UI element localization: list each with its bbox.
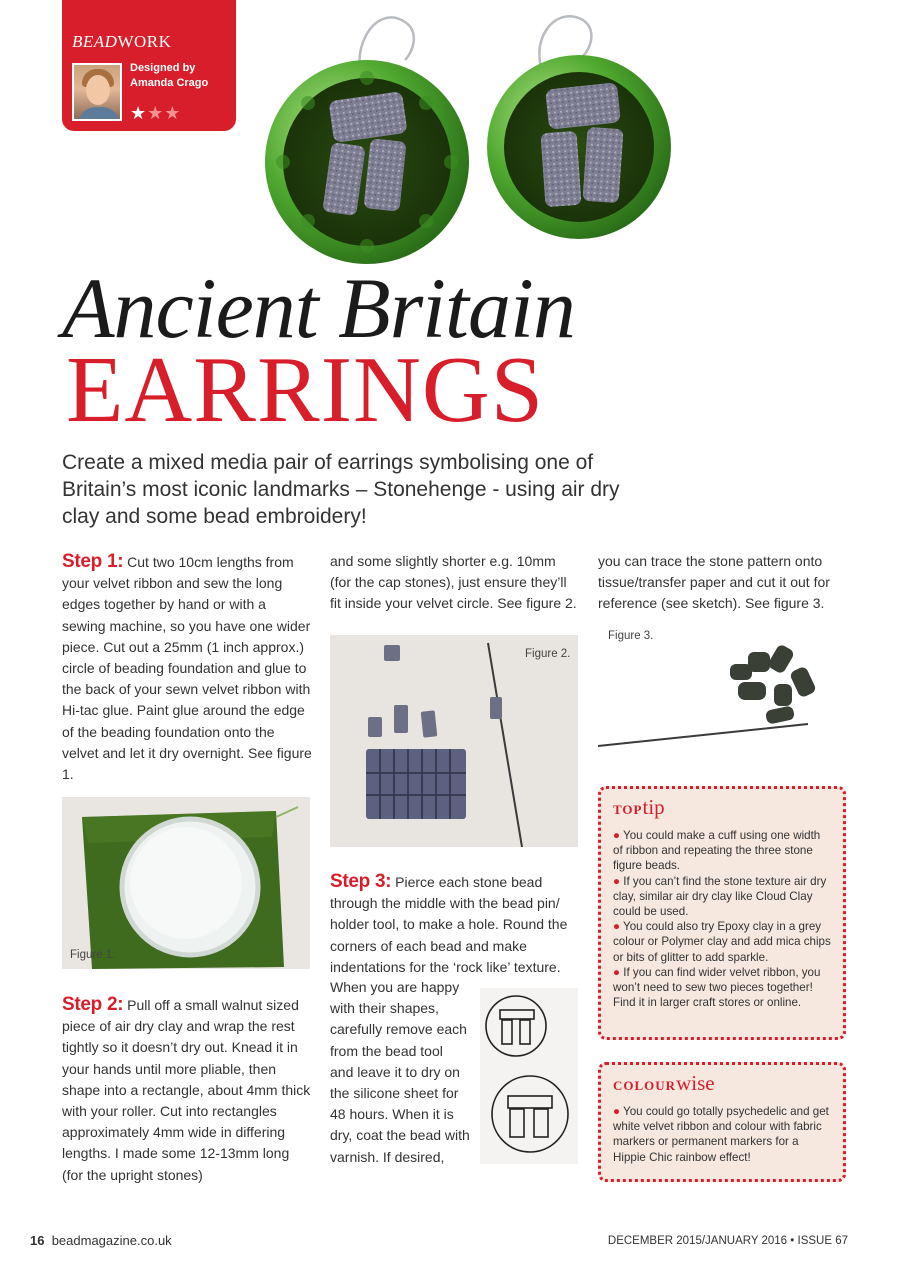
tip-item-text: If you can find wider velvet ribbon, you won’t need to sew two pieces together! Find it in larger craft stores or online. [613, 965, 821, 1010]
designer-photo [72, 63, 122, 121]
designer-credit [130, 61, 208, 91]
page-number: 16 [30, 1233, 45, 1248]
tip-item: ● You could also try Epoxy clay in a grey colour or Polymer clay and add mica chips or bits of glitter to add sparkle. [613, 920, 831, 964]
footer-issue: DECEMBER 2015/JANUARY 2016 • ISSUE 67 [607, 1235, 848, 1247]
step-3-heading: Step 3: [330, 871, 392, 892]
hero-earrings-photo [235, 12, 715, 274]
top-tip-box [598, 786, 846, 1040]
tip-item-text: You could make a cuff using one width of ribbon and repeating the three stone figure beads. [613, 829, 821, 873]
intro-paragraph: Create a mixed media pair of earrings symbolising one of Britain’s most iconic landmarks – Stonehenge - using air dry clay and some bead embroidery! [62, 451, 620, 528]
colour-item: ● You could go totally psychedelic and get white velvet ribbon and colour with fabric markers or permanent markers for a Hippie Chic rainbow effect! [613, 1105, 829, 1164]
step-3-text: Pierce each stone bead through the middle with the bead pin/ holder tool, to make a hole. Round the corners of each bead and make indentations for the ‘rock like’ texture. [330, 874, 568, 975]
figure-1-photo [62, 797, 310, 969]
step-2-continued: and some slightly shorter e.g. 10mm (for the cap stones), just ensure they’ll fit inside your velvet circle. See figure 2. [330, 553, 577, 612]
tip-item: ● If you can’t find the stone texture air dry clay, similar air dry clay like Cloud Clay could be used. [613, 874, 827, 919]
colour-wise-title [613, 1071, 833, 1096]
stonehenge-sketch [480, 988, 578, 1164]
step-2 [62, 994, 312, 1186]
designer-name: Amanda Crago [130, 77, 209, 89]
section-label-italic: BEAD [72, 32, 118, 51]
designed-by-label: Designed by [130, 62, 196, 74]
tip-item-text: You could also try Epoxy clay in a grey colour or Polymer clay and add mica chips or bits of glitter to add sparkle. [613, 920, 831, 964]
colour-wise-title-big: wise [676, 1071, 715, 1095]
figure-3-photo [598, 642, 848, 752]
step-2-text: Pull off a small walnut sized piece of air dry clay and wrap the rest tightly so it doesn’t dry out. Knead it in your hands until more pliable, then shape into a rectangle, about 4mm thick with your roller. Cut into rectangles approximately 4mm wide in differing lengths. I made some 12-13mm long (for the upright stones) [62, 997, 311, 1183]
figure-1-caption: Figure 1. [70, 949, 116, 961]
section-label-rest: WORK [117, 32, 172, 51]
colour-item-text: You could go totally psychedelic and get white velvet ribbon and colour with fabric markers or permanent markers for a Hippie Chic rainbow effect! [613, 1105, 829, 1164]
step-3-continued: you can trace the stone pattern onto tissue/transfer paper and cut it out for reference (see sketch). See figure 3. [598, 553, 830, 612]
step-1-heading: Step 1: [62, 551, 124, 572]
star-icon: ★ [164, 103, 182, 123]
top-tip-title-big: tip [642, 795, 665, 819]
title-line-1: Ancient Britain [62, 260, 575, 356]
step-1-text: Cut two 10cm lengths from your velvet ribbon and sew the long edges together by hand or with a sewing machine, so you have one wider piece. Cut out a 25mm (1 inch approx.) circle of beading foundation and glue to the back of your sewn velvet ribbon with Hi-tac glue. Paint glue around the edge of the beading foundation onto the velvet and let it dry overnight. See figure 1. [62, 554, 312, 783]
difficulty-rating [130, 103, 181, 124]
top-tip-title-small: TOP [613, 802, 643, 817]
tip-item: ● If you can find wider velvet ribbon, you won’t need to sew two pieces together! Find it in larger craft stores or online. [613, 965, 821, 1010]
colour-wise-title-small: COLOUR [613, 1078, 677, 1093]
step-2-heading: Step 2: [62, 994, 124, 1015]
tip-item-text: If you can’t find the stone texture air dry clay, similar air dry clay like Cloud Clay could be used. [613, 874, 827, 919]
star-icon: ★ [130, 103, 148, 123]
section-badge [62, 0, 236, 131]
step-3-wrap: When you are happy with their shapes, carefully remove each from the bead tool and leave it to dry on the silicone sheet for 48 hours. When it is dry, coat the bead with varnish. If desired, [330, 979, 470, 1165]
title-line-2: EARRINGS [66, 338, 545, 442]
footer-left [30, 1233, 172, 1248]
figure-3-caption: Figure 3. [608, 630, 654, 642]
step-3 [330, 871, 580, 978]
section-label [72, 32, 171, 52]
colour-wise-box [598, 1062, 846, 1182]
figure-2-photo [330, 635, 578, 847]
footer-site: beadmagazine.co.uk [51, 1233, 172, 1248]
figure-2-caption: Figure 2. [525, 648, 571, 660]
star-icon: ★ [147, 103, 165, 123]
step-1 [62, 551, 312, 785]
tip-item: ● You could make a cuff using one width of ribbon and repeating the three stone figure beads. [613, 829, 821, 873]
top-tip-title [613, 795, 833, 820]
